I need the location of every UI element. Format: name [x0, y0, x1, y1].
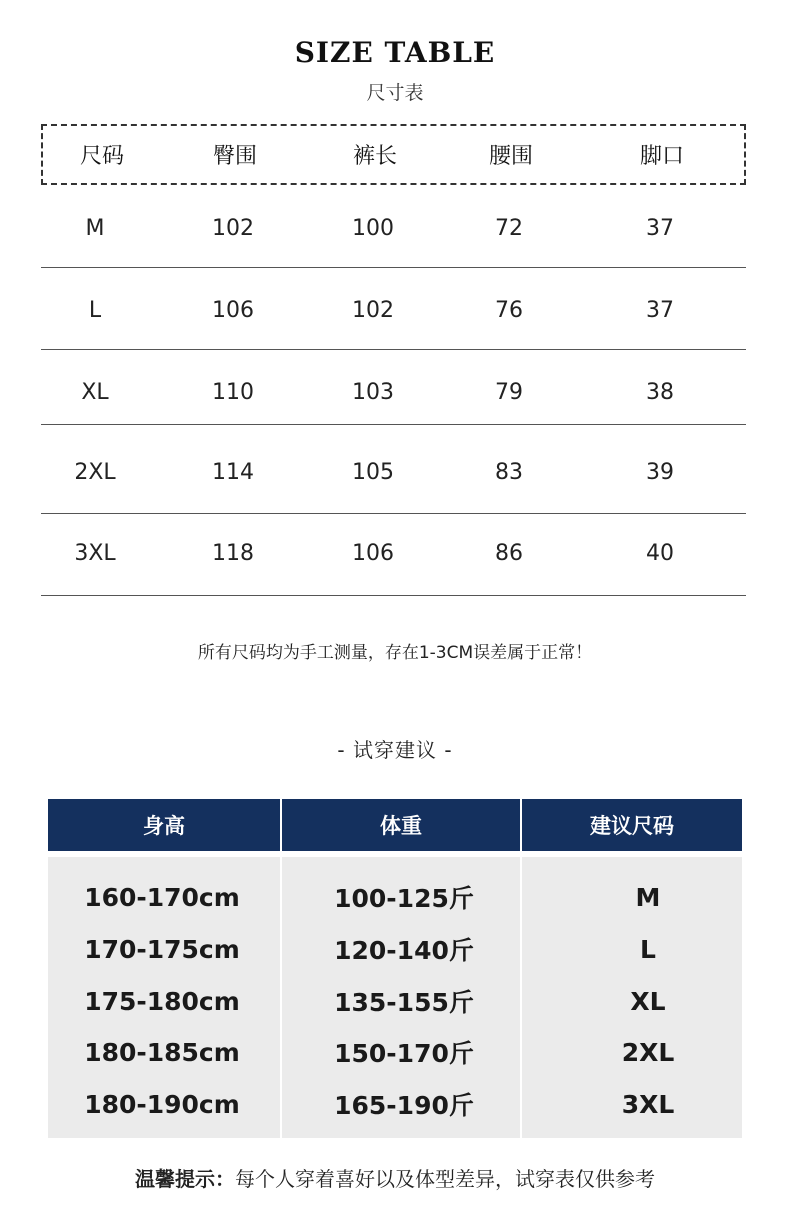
waist-cell: 76 [495, 298, 523, 323]
height-cell: 180-190cm [84, 1089, 240, 1119]
table-row [41, 434, 746, 511]
hip-cell: 118 [212, 541, 254, 566]
suggested-size-cell: XL [630, 986, 666, 1016]
hip-cell: 106 [212, 298, 254, 323]
warm-tip-label: 温馨提示： [135, 1167, 235, 1191]
table-row [41, 354, 746, 430]
header-hip: 臀围 [212, 144, 257, 169]
header-weight: 体重 [380, 814, 422, 838]
recommend-table-header [48, 799, 742, 851]
row-divider [41, 349, 746, 350]
hem-cell: 37 [646, 298, 674, 323]
warm-tip [0, 1163, 790, 1192]
height-cell: 160-170cm [84, 882, 240, 912]
row-divider [41, 595, 746, 596]
header-length: 裤长 [352, 144, 397, 169]
hem-cell: 38 [646, 379, 674, 405]
hip-cell: 114 [212, 460, 254, 485]
page-title: SIZE TABLE [294, 36, 496, 69]
table-row [48, 1032, 742, 1072]
header-height: 身高 [143, 814, 185, 838]
row-divider [41, 424, 746, 425]
recommend-table-body [48, 857, 742, 1138]
height-cell: 175-180cm [84, 986, 240, 1016]
height-cell: 170-175cm [84, 934, 240, 964]
table-row [48, 929, 742, 969]
header-hem: 脚口 [639, 144, 684, 169]
row-divider [41, 267, 746, 268]
suggested-size-cell: 2XL [621, 1037, 675, 1067]
table-row [41, 515, 746, 592]
weight-cell: 100-125斤 [334, 884, 474, 913]
waist-cell: 79 [495, 379, 523, 405]
hip-cell: 102 [212, 216, 254, 241]
recommend-title: - 试穿建议 - [337, 738, 453, 762]
measurement-note: 所有尺码均为手工测量，存在1-3CM误差属于正常！ [197, 643, 593, 663]
size-table-header [41, 124, 746, 185]
weight-cell: 150-170斤 [334, 1039, 474, 1068]
page-subtitle: 尺寸表 [366, 82, 424, 104]
size-cell: 2XL [74, 460, 116, 485]
waist-cell: 86 [495, 541, 523, 566]
warm-tip-text: 每个人穿着喜好以及体型差异，试穿表仅供参考 [235, 1167, 655, 1191]
size-cell: 3XL [74, 541, 116, 566]
table-row [41, 190, 746, 267]
hem-cell: 37 [646, 216, 674, 241]
table-row [48, 877, 742, 917]
header-suggested-size: 建议尺码 [590, 814, 674, 838]
length-cell: 106 [352, 541, 394, 566]
length-cell: 102 [352, 298, 394, 323]
weight-cell: 165-190斤 [334, 1091, 474, 1120]
height-cell: 180-185cm [84, 1037, 240, 1067]
suggested-size-cell: L [640, 934, 656, 964]
waist-cell: 83 [495, 460, 523, 485]
hem-cell: 39 [646, 460, 674, 485]
waist-cell: 72 [495, 216, 523, 241]
length-cell: 103 [352, 379, 394, 405]
size-cell: M [85, 216, 105, 241]
weight-cell: 135-155斤 [334, 988, 474, 1017]
header-size: 尺码 [79, 144, 124, 169]
size-cell: L [88, 298, 102, 323]
length-cell: 105 [352, 460, 394, 485]
hem-cell: 40 [646, 541, 674, 566]
row-divider [41, 513, 746, 514]
hip-cell: 110 [212, 379, 254, 405]
table-row [48, 1084, 742, 1124]
table-row [41, 272, 746, 349]
header-waist: 腰围 [488, 144, 533, 169]
suggested-size-cell: M [635, 882, 661, 912]
size-cell: XL [81, 379, 109, 405]
suggested-size-cell: 3XL [621, 1089, 675, 1119]
weight-cell: 120-140斤 [334, 936, 474, 965]
length-cell: 100 [352, 216, 394, 241]
table-row [48, 981, 742, 1021]
